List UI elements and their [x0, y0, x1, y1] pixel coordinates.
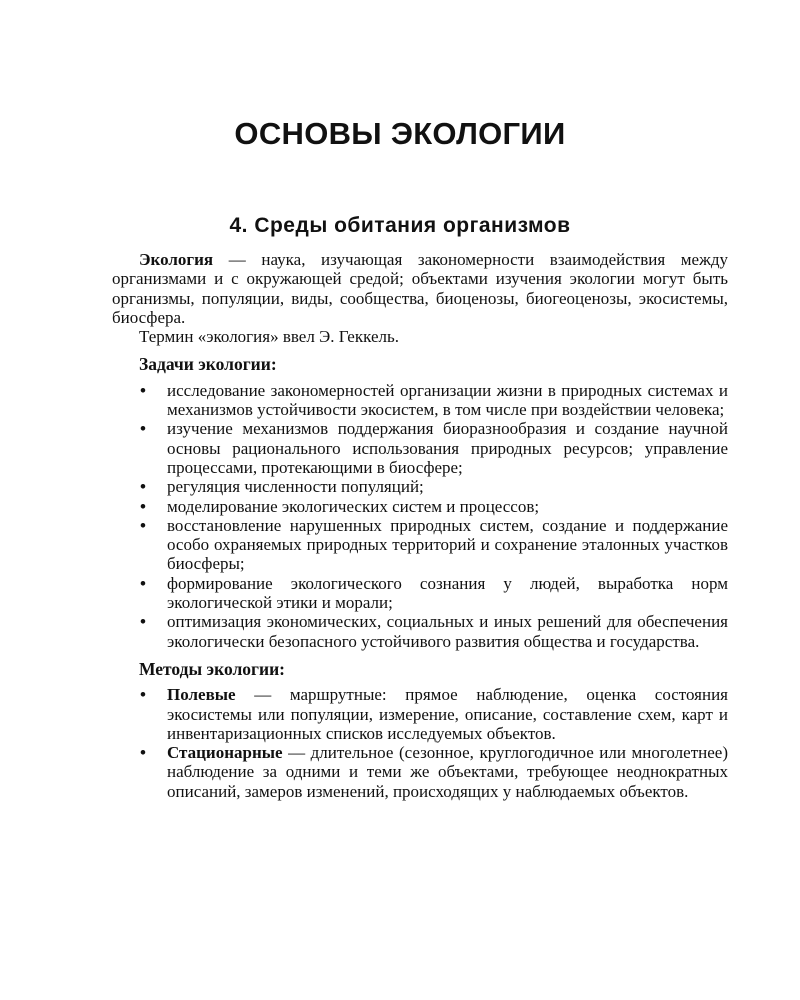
bullet-icon: • — [140, 685, 146, 705]
list-item-text: восстановление нарушенных природных систем, создание и поддержание особо охраняемых природных территорий и сохранение эталонных участков биосферы; — [167, 515, 728, 574]
list-item — [112, 381, 728, 420]
list-item — [112, 612, 728, 651]
method-term: Стационарные — [167, 743, 283, 763]
author-note: Термин «экология» ввел Э. Геккель. — [139, 327, 399, 347]
list-item — [112, 419, 728, 477]
bullet-icon: • — [140, 477, 146, 497]
section-title: 4. Среды обитания организмов — [229, 214, 571, 237]
list-item — [112, 497, 728, 516]
methods-list — [112, 685, 728, 801]
bullet-icon: • — [140, 743, 146, 763]
page-content — [112, 250, 728, 801]
list-item-text: изучение механизмов поддержания биоразнообразия и создание научной основы рационального использования природных ресурсов; управление процессами, протекающими в биосфере; — [167, 419, 728, 477]
bullet-icon: • — [140, 573, 146, 593]
list-item — [112, 516, 728, 574]
methods-heading: Методы экологии: — [139, 658, 285, 679]
method-description: — длительное (сезонное, круглогодичное или многолетнее) наблюдение за одними и теми же объектами, требующее неоднократных описаний, замеров изменений, происходящих у наблюдаемых объектов. — [167, 743, 728, 801]
bullet-icon: • — [140, 612, 146, 632]
list-item-text: моделирование экологических систем и процессов; — [167, 496, 540, 516]
bullet-icon: • — [140, 419, 146, 439]
list-item-text: формирование экологического сознания у людей, выработка норм экологической этики и морали; — [167, 573, 728, 613]
tasks-heading: Задачи экологии: — [139, 354, 277, 375]
list-item — [112, 685, 728, 743]
chapter-title: ОСНОВЫ ЭКОЛОГИИ — [234, 116, 566, 151]
list-item-text: регуляция численности популяций; — [167, 477, 424, 497]
bullet-icon: • — [140, 515, 146, 535]
tasks-list — [112, 381, 728, 651]
list-item-text: оптимизация экономических, социальных и иных решений для обеспечения экологически безопасного устойчивого развития общества и государства. — [167, 612, 728, 651]
bullet-icon: • — [140, 496, 146, 516]
bullet-icon: • — [140, 380, 146, 400]
intro-paragraph — [112, 250, 728, 327]
ecology-term: Экология — [139, 250, 214, 269]
list-item-text: исследование закономерностей организации жизни в природных системах и механизмов устойчивости экосистем, в том числе при воздействии человека; — [167, 380, 728, 420]
list-item — [112, 574, 728, 613]
method-term: Полевые — [167, 685, 236, 705]
ecology-definition: — наука, изучающая закономерности взаимодействия между организмами и с окружающей средой; объектами изучения экологии могут быть организмы, популяции, виды, сообщества, биоценозы, биогеоценозы, экосистемы, биосфера. — [112, 250, 728, 327]
list-item — [112, 477, 728, 496]
method-description: — маршрутные: прямое наблюдение, оценка состояния экосистемы или популяции, измерение, описание, составление схем, карт и инвентаризационных списков исследуемых объектов. — [167, 685, 728, 743]
list-item — [112, 743, 728, 801]
